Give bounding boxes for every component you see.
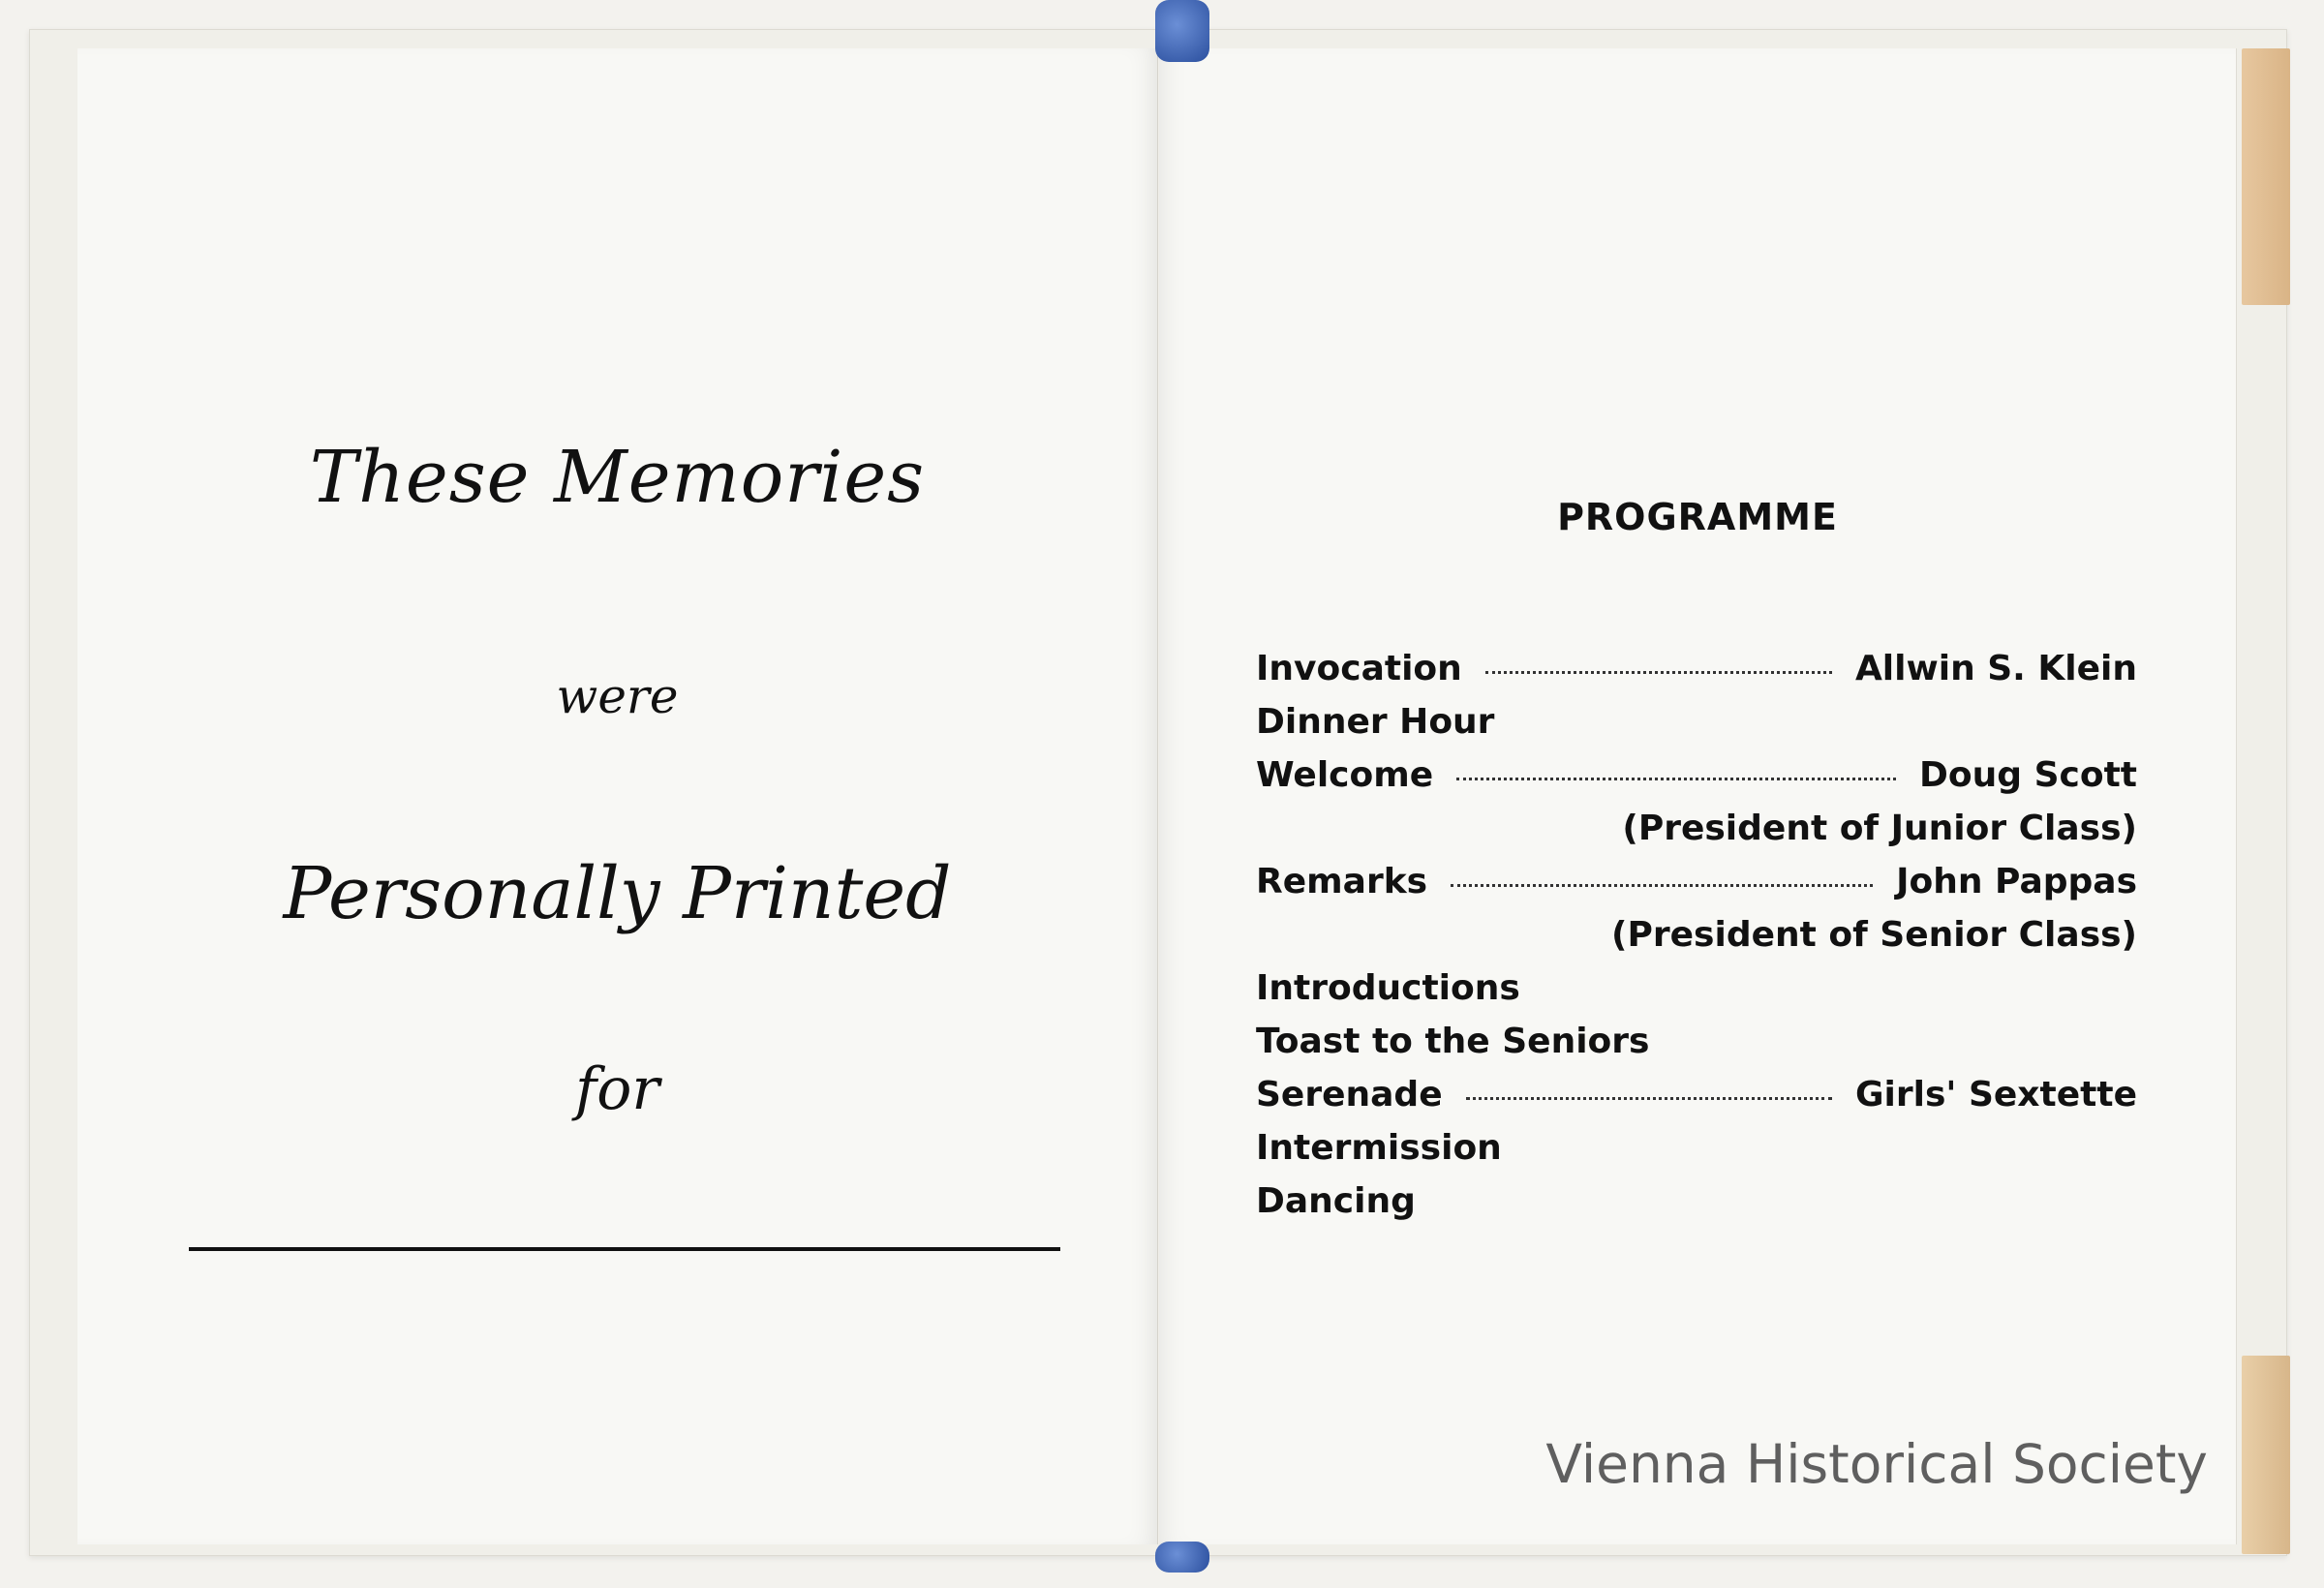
right-page [1159, 48, 2237, 1544]
personally-printed-text: Personally Printed [283, 852, 952, 935]
programme-row-intermission [1256, 1128, 2137, 1181]
programme-row-toast [1256, 1022, 2137, 1075]
programme-note: (President of Junior Class) [1622, 809, 2137, 848]
tan-edge-top [2242, 48, 2290, 305]
programme-row-welcome [1256, 755, 2137, 809]
programme-row-dinner [1256, 702, 2137, 755]
programme-performer: Girls' Sextette [1855, 1075, 2137, 1115]
programme-row-invocation [1256, 649, 2137, 702]
programme-item: Welcome [1256, 755, 1434, 795]
name-signature-line [189, 1247, 1060, 1251]
programme-item: Remarks [1256, 862, 1428, 901]
dot-leader [1466, 1097, 1832, 1100]
ribbon-tassel-top [1155, 0, 1209, 62]
memories-heading: These Memories [309, 436, 926, 519]
programme-row-dancing [1256, 1181, 2137, 1235]
dot-leader [1485, 671, 1832, 674]
watermark-text: Vienna Historical Society [1545, 1433, 2208, 1495]
tan-edge-bottom [2242, 1356, 2290, 1554]
programme-row-remarks [1256, 862, 2137, 915]
programme-item: Dancing [1256, 1181, 1416, 1221]
programme-item: Serenade [1256, 1075, 1443, 1115]
programme-performer: Doug Scott [1919, 755, 2137, 795]
programme-item: Intermission [1256, 1128, 1502, 1168]
left-page [77, 48, 1158, 1544]
programme-item: Invocation [1256, 649, 1462, 688]
programme-item: Dinner Hour [1256, 702, 1495, 742]
dot-leader [1456, 778, 1896, 780]
programme-note: (President of Senior Class) [1611, 915, 2137, 955]
for-text: for [574, 1055, 659, 1123]
programme-item: Toast to the Seniors [1256, 1022, 1650, 1061]
programme-list [1256, 649, 2137, 1235]
programme-item: Introductions [1256, 968, 1520, 1008]
programme-row-serenade [1256, 1075, 2137, 1128]
programme-performer: John Pappas [1896, 862, 2137, 901]
programme-row-introductions [1256, 968, 2137, 1022]
programme-title: PROGRAMME [1557, 496, 1838, 538]
were-text: were [556, 668, 679, 724]
dot-leader [1451, 884, 1873, 887]
ribbon-tassel-bottom [1155, 1542, 1209, 1573]
programme-performer: Allwin S. Klein [1854, 649, 2137, 688]
